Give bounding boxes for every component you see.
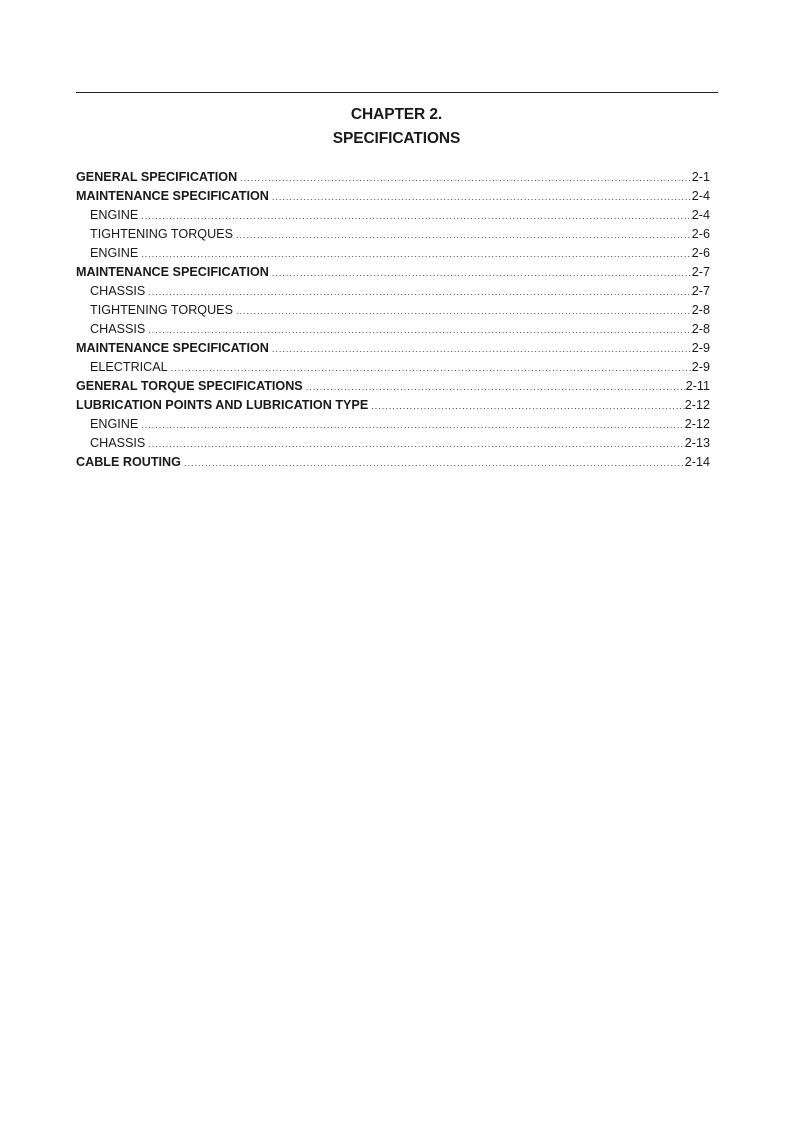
toc-entry[interactable] <box>76 168 710 187</box>
header-rule <box>76 92 718 93</box>
toc-entry[interactable] <box>76 396 710 415</box>
toc-entry[interactable] <box>76 263 710 282</box>
toc-dot-leader <box>168 359 692 378</box>
toc-entry-page: 2-7 <box>691 265 710 279</box>
toc-entry[interactable] <box>76 225 710 244</box>
toc-dot-leader <box>269 340 692 359</box>
toc-entry-title: ENGINE <box>90 208 139 222</box>
toc-entry-title: MAINTENANCE SPECIFICATION <box>76 341 269 355</box>
toc-dot-leader <box>138 416 684 435</box>
toc-entry-title: ELECTRICAL <box>90 360 168 374</box>
toc-entry-title: TIGHTENING TORQUES <box>90 303 233 317</box>
toc-entry-page: 2-7 <box>691 284 710 298</box>
toc-entry[interactable] <box>76 377 710 396</box>
toc-entry-page: 2-4 <box>691 208 710 222</box>
toc-dot-leader <box>138 207 692 226</box>
toc-dot-leader <box>181 454 685 473</box>
toc-entry[interactable] <box>76 339 710 358</box>
chapter-heading <box>0 103 793 151</box>
toc-entry-title: TIGHTENING TORQUES <box>90 227 233 241</box>
toc-entry-title: GENERAL TORQUE SPECIFICATIONS <box>76 379 303 393</box>
toc-entry[interactable] <box>76 358 710 377</box>
toc-entry-title: MAINTENANCE SPECIFICATION <box>76 265 269 279</box>
toc-entry-page: 2-13 <box>684 436 710 450</box>
toc-entry-title: CHASSIS <box>90 284 146 298</box>
toc-dot-leader <box>269 188 692 207</box>
toc-entry-page: 2-14 <box>684 455 710 469</box>
toc-dot-leader <box>303 378 686 397</box>
toc-entry-title: CABLE ROUTING <box>76 455 181 469</box>
chapter-number: CHAPTER 2. <box>350 106 443 123</box>
toc-entry-title: CHASSIS <box>90 436 146 450</box>
table-of-contents <box>76 168 710 472</box>
toc-entry[interactable] <box>76 187 710 206</box>
toc-entry-title: ENGINE <box>90 417 139 431</box>
toc-entry-page: 2-4 <box>691 189 710 203</box>
toc-entry[interactable] <box>76 206 710 225</box>
toc-entry[interactable] <box>76 301 710 320</box>
toc-dot-leader <box>269 264 692 283</box>
chapter-title: SPECIFICATIONS <box>332 130 461 147</box>
toc-dot-leader <box>145 435 684 454</box>
toc-entry[interactable] <box>76 282 710 301</box>
toc-entry-page: 2-1 <box>691 170 710 184</box>
toc-dot-leader <box>237 169 692 188</box>
toc-entry-page: 2-6 <box>691 246 710 260</box>
toc-dot-leader <box>145 283 692 302</box>
toc-entry-page: 2-12 <box>684 417 710 431</box>
toc-entry-page: 2-9 <box>691 360 710 374</box>
toc-entry[interactable] <box>76 415 710 434</box>
toc-dot-leader <box>233 226 692 245</box>
toc-entry-page: 2-9 <box>691 341 710 355</box>
toc-entry[interactable] <box>76 434 710 453</box>
toc-entry-title: MAINTENANCE SPECIFICATION <box>76 189 269 203</box>
toc-entry-title: ENGINE <box>90 246 139 260</box>
toc-dot-leader <box>368 397 685 416</box>
toc-entry-title: GENERAL SPECIFICATION <box>76 170 238 184</box>
toc-entry[interactable] <box>76 320 710 339</box>
toc-dot-leader <box>138 245 692 264</box>
toc-entry-title: LUBRICATION POINTS AND LUBRICATION TYPE <box>76 398 369 412</box>
toc-entry[interactable] <box>76 453 710 472</box>
toc-entry[interactable] <box>76 244 710 263</box>
toc-entry-page: 2-12 <box>684 398 710 412</box>
toc-entry-page: 2-8 <box>691 322 710 336</box>
toc-entry-page: 2-11 <box>685 379 710 393</box>
toc-dot-leader <box>145 321 692 340</box>
toc-dot-leader <box>233 302 692 321</box>
toc-entry-title: CHASSIS <box>90 322 146 336</box>
toc-entry-page: 2-6 <box>691 227 710 241</box>
toc-entry-page: 2-8 <box>691 303 710 317</box>
